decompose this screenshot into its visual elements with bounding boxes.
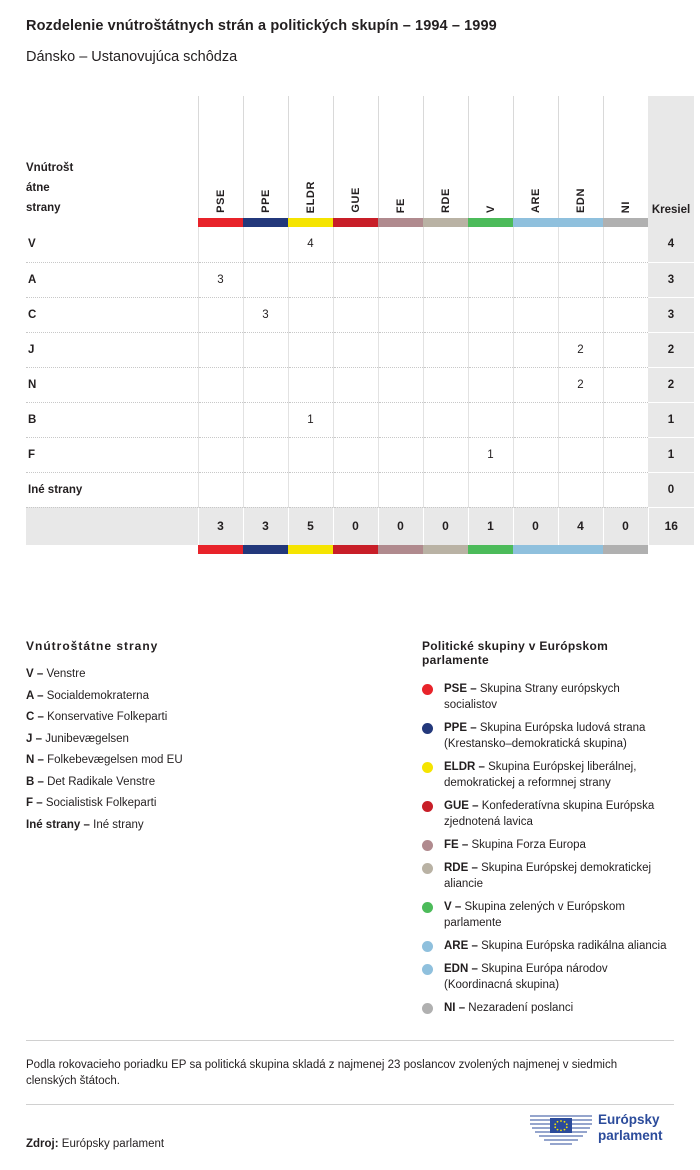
row-label: C bbox=[26, 297, 198, 332]
group-color-bar bbox=[26, 218, 694, 227]
legend-item-group: EDN – Skupina Európa národov (Koordinacná skupina) bbox=[422, 961, 674, 993]
grand-total-seats: 16 bbox=[648, 507, 694, 545]
cell-iné-strany-gue bbox=[333, 472, 378, 507]
column-header-eldr: ELDR bbox=[288, 96, 333, 218]
legend-color-dot bbox=[422, 941, 433, 952]
cell-a-eldr bbox=[288, 262, 333, 297]
row-label: J bbox=[26, 332, 198, 367]
cell-f-ppe bbox=[243, 437, 288, 472]
cell-j-ppe bbox=[243, 332, 288, 367]
cell-v-rde bbox=[423, 227, 468, 262]
total-edn: 4 bbox=[558, 507, 603, 545]
cell-v-pse bbox=[198, 227, 243, 262]
total-ppe: 3 bbox=[243, 507, 288, 545]
cell-b-eldr: 1 bbox=[288, 402, 333, 437]
row-label: N bbox=[26, 367, 198, 402]
cell-c-eldr bbox=[288, 297, 333, 332]
cell-f-edn bbox=[558, 437, 603, 472]
column-header-edn: EDN bbox=[558, 96, 603, 218]
legend-item-national: A – Socialdemokraterna bbox=[26, 689, 149, 702]
cell-c-ni bbox=[603, 297, 648, 332]
color-swatch-gue bbox=[333, 218, 378, 227]
matrix-corner-label bbox=[26, 96, 198, 218]
cell-a-rde bbox=[423, 262, 468, 297]
cell-v-fe bbox=[378, 227, 423, 262]
total-pse: 3 bbox=[198, 507, 243, 545]
cell-b-ppe bbox=[243, 402, 288, 437]
color-swatch-v bbox=[468, 218, 513, 227]
color-swatch-bottom-ni bbox=[603, 545, 648, 554]
distribution-matrix bbox=[26, 96, 691, 554]
color-swatch-are bbox=[513, 218, 558, 227]
row-label: Iné strany bbox=[26, 472, 198, 507]
cell-iné-strany-edn bbox=[558, 472, 603, 507]
ep-wordmark-line2: parlament bbox=[598, 1128, 663, 1143]
column-header-gue: GUE bbox=[333, 96, 378, 218]
column-header-rde: RDE bbox=[423, 96, 468, 218]
cell-j-are bbox=[513, 332, 558, 367]
divider-top bbox=[26, 1040, 674, 1041]
source-line bbox=[26, 1138, 164, 1150]
table-row bbox=[26, 332, 694, 367]
page-title: Rozdelenie vnútroštátnych strán a politických skupín – 1994 – 1999 bbox=[26, 18, 497, 34]
cell-v-ppe bbox=[243, 227, 288, 262]
cell-a-edn bbox=[558, 262, 603, 297]
cell-j-fe bbox=[378, 332, 423, 367]
total-rde: 0 bbox=[423, 507, 468, 545]
source-label: Zdroj: bbox=[26, 1138, 59, 1150]
row-label: V bbox=[26, 227, 198, 262]
cell-n-v bbox=[468, 367, 513, 402]
legend-item-national: F – Socialistisk Folkeparti bbox=[26, 797, 157, 809]
color-swatch-ni bbox=[603, 218, 648, 227]
cell-iné-strany-fe bbox=[378, 472, 423, 507]
cell-v-v bbox=[468, 227, 513, 262]
cell-v-ni bbox=[603, 227, 648, 262]
cell-n-ni bbox=[603, 367, 648, 402]
color-swatch-bottom-edn bbox=[558, 545, 603, 554]
cell-iné-strany-are bbox=[513, 472, 558, 507]
cell-c-edn bbox=[558, 297, 603, 332]
legend-item-group: PPE – Skupina Európska ludová strana (Krestansko–demokratická skupina) bbox=[422, 720, 674, 752]
table-row bbox=[26, 297, 694, 332]
column-header-fe: FE bbox=[378, 96, 423, 218]
cell-f-gue bbox=[333, 437, 378, 472]
group-color-bar-bottom bbox=[26, 545, 694, 554]
color-swatch-pse bbox=[198, 218, 243, 227]
national-parties-legend bbox=[26, 639, 356, 839]
table-row bbox=[26, 402, 694, 437]
cell-iné-strany-v bbox=[468, 472, 513, 507]
cell-iné-strany-eldr bbox=[288, 472, 333, 507]
column-header-are: ARE bbox=[513, 96, 558, 218]
color-swatch-ppe bbox=[243, 218, 288, 227]
column-header-ni: NI bbox=[603, 96, 648, 218]
legend-color-dot bbox=[422, 902, 433, 913]
cell-iné-strany-rde bbox=[423, 472, 468, 507]
cell-v-are bbox=[513, 227, 558, 262]
ep-emblem-icon bbox=[528, 1110, 594, 1148]
color-swatch-bottom-v bbox=[468, 545, 513, 554]
cell-n-gue bbox=[333, 367, 378, 402]
column-header-ppe: PPE bbox=[243, 96, 288, 218]
column-header-v: V bbox=[468, 96, 513, 218]
color-swatch-edn bbox=[558, 218, 603, 227]
footnote: Podla rokovacieho poriadku EP sa politická skupina skladá z najmenej 23 poslancov zvolených najmenej v siedmich clenských štátoch. bbox=[26, 1059, 618, 1087]
cell-j-gue bbox=[333, 332, 378, 367]
cell-j-v bbox=[468, 332, 513, 367]
cell-n-ppe bbox=[243, 367, 288, 402]
cell-f-eldr bbox=[288, 437, 333, 472]
cell-c-v bbox=[468, 297, 513, 332]
color-swatch-bottom-rde bbox=[423, 545, 468, 554]
total-ni: 0 bbox=[603, 507, 648, 545]
cell-f-pse bbox=[198, 437, 243, 472]
total-fe: 0 bbox=[378, 507, 423, 545]
cell-n-edn: 2 bbox=[558, 367, 603, 402]
color-swatch-rde bbox=[423, 218, 468, 227]
cell-f-fe bbox=[378, 437, 423, 472]
cell-iné-strany-ni bbox=[603, 472, 648, 507]
cell-f-ni bbox=[603, 437, 648, 472]
cell-j-pse bbox=[198, 332, 243, 367]
row-seats-total: 3 bbox=[648, 297, 694, 332]
cell-v-eldr: 4 bbox=[288, 227, 333, 262]
cell-n-pse bbox=[198, 367, 243, 402]
cell-b-rde bbox=[423, 402, 468, 437]
cell-f-v: 1 bbox=[468, 437, 513, 472]
cell-c-ppe: 3 bbox=[243, 297, 288, 332]
cell-j-eldr bbox=[288, 332, 333, 367]
cell-n-eldr bbox=[288, 367, 333, 402]
table-header-row bbox=[26, 96, 694, 218]
cell-j-ni bbox=[603, 332, 648, 367]
cell-a-ppe bbox=[243, 262, 288, 297]
color-swatch-bottom-fe bbox=[378, 545, 423, 554]
row-label: B bbox=[26, 402, 198, 437]
cell-a-are bbox=[513, 262, 558, 297]
legend-item-group: ARE – Skupina Európska radikálna aliancia bbox=[422, 938, 674, 954]
total-v: 1 bbox=[468, 507, 513, 545]
cell-b-v bbox=[468, 402, 513, 437]
cell-b-edn bbox=[558, 402, 603, 437]
column-header-seats: Kresiel bbox=[648, 96, 694, 218]
legend-color-dot bbox=[422, 964, 433, 975]
color-swatch-bottom-eldr bbox=[288, 545, 333, 554]
legend-color-dot bbox=[422, 1003, 433, 1014]
cell-c-rde bbox=[423, 297, 468, 332]
legend-color-dot bbox=[422, 684, 433, 695]
cell-iné-strany-ppe bbox=[243, 472, 288, 507]
color-swatch-bottom-gue bbox=[333, 545, 378, 554]
column-header-pse: PSE bbox=[198, 96, 243, 218]
legend-item-group: V – Skupina zelených v Európskom parlamente bbox=[422, 899, 674, 931]
legend-item-national: V – Venstre bbox=[26, 668, 86, 680]
color-swatch-eldr bbox=[288, 218, 333, 227]
cell-iné-strany-pse bbox=[198, 472, 243, 507]
color-swatch-bottom-are bbox=[513, 545, 558, 554]
cell-c-fe bbox=[378, 297, 423, 332]
cell-j-rde bbox=[423, 332, 468, 367]
political-groups-legend-title: Politické skupiny v Európskom parlamente bbox=[422, 639, 609, 667]
corner-label-line: Vnútrošt bbox=[26, 162, 74, 174]
total-gue: 0 bbox=[333, 507, 378, 545]
table-row bbox=[26, 437, 694, 472]
total-eldr: 5 bbox=[288, 507, 333, 545]
row-seats-total: 4 bbox=[648, 227, 694, 262]
corner-label-line: strany bbox=[26, 202, 61, 214]
cell-f-are bbox=[513, 437, 558, 472]
national-parties-legend-title: Vnútroštátne strany bbox=[26, 639, 159, 653]
legend-item-national: Iné strany – Iné strany bbox=[26, 818, 144, 831]
legend-item-national: C – Konservative Folkeparti bbox=[26, 711, 168, 723]
legend-color-dot bbox=[422, 801, 433, 812]
row-seats-total: 2 bbox=[648, 367, 694, 402]
cell-b-fe bbox=[378, 402, 423, 437]
cell-j-edn: 2 bbox=[558, 332, 603, 367]
legend-item-national: N – Folkebevægelsen mod EU bbox=[26, 754, 183, 766]
cell-c-pse bbox=[198, 297, 243, 332]
row-seats-total: 1 bbox=[648, 437, 694, 472]
cell-a-pse: 3 bbox=[198, 262, 243, 297]
table-totals-row bbox=[26, 507, 694, 545]
legend-item-group: PSE – Skupina Strany európskych socialistov bbox=[422, 681, 674, 713]
legend-item-national: B – Det Radikale Venstre bbox=[26, 775, 156, 788]
legend-color-dot bbox=[422, 863, 433, 874]
cell-a-gue bbox=[333, 262, 378, 297]
row-seats-total: 3 bbox=[648, 262, 694, 297]
table-row bbox=[26, 227, 694, 262]
european-parliament-logo bbox=[528, 1110, 674, 1150]
cell-a-v bbox=[468, 262, 513, 297]
cell-a-ni bbox=[603, 262, 648, 297]
color-swatch-bottom-pse bbox=[198, 545, 243, 554]
cell-n-are bbox=[513, 367, 558, 402]
cell-b-ni bbox=[603, 402, 648, 437]
legend-item-group: NI – Nezaradení poslanci bbox=[422, 1000, 674, 1016]
legend-color-dot bbox=[422, 762, 433, 773]
row-seats-total: 2 bbox=[648, 332, 694, 367]
table-row bbox=[26, 262, 694, 297]
table-row bbox=[26, 472, 694, 507]
cell-v-edn bbox=[558, 227, 603, 262]
cell-n-rde bbox=[423, 367, 468, 402]
total-are: 0 bbox=[513, 507, 558, 545]
legend-color-dot bbox=[422, 723, 433, 734]
cell-c-gue bbox=[333, 297, 378, 332]
color-swatch-bottom-ppe bbox=[243, 545, 288, 554]
corner-label-line: átne bbox=[26, 182, 50, 194]
cell-a-fe bbox=[378, 262, 423, 297]
distribution-table bbox=[26, 96, 694, 554]
row-label: F bbox=[26, 437, 198, 472]
row-seats-total: 0 bbox=[648, 472, 694, 507]
color-swatch-fe bbox=[378, 218, 423, 227]
row-label: A bbox=[26, 262, 198, 297]
legend-color-dot bbox=[422, 840, 433, 851]
cell-v-gue bbox=[333, 227, 378, 262]
political-groups-legend bbox=[422, 639, 674, 1023]
legend-item-group: RDE – Skupina Európskej demokratickej aliancie bbox=[422, 860, 674, 892]
page-subtitle: Dánsko – Ustanovujúca schôdza bbox=[26, 49, 238, 65]
cell-b-pse bbox=[198, 402, 243, 437]
source-value: Európsky parlament bbox=[61, 1138, 165, 1150]
cell-b-are bbox=[513, 402, 558, 437]
cell-c-are bbox=[513, 297, 558, 332]
cell-f-rde bbox=[423, 437, 468, 472]
divider-bottom bbox=[26, 1104, 674, 1105]
legend-item-group: GUE – Konfederatívna skupina Európska zjednotená lavica bbox=[422, 798, 674, 830]
table-row bbox=[26, 367, 694, 402]
cell-b-gue bbox=[333, 402, 378, 437]
legend-item-group: ELDR – Skupina Európskej liberálnej, demokratickej a reformnej strany bbox=[422, 759, 674, 791]
row-seats-total: 1 bbox=[648, 402, 694, 437]
ep-wordmark-line1: Európsky bbox=[598, 1112, 660, 1127]
legend-item-national: J – Junibevægelsen bbox=[26, 732, 129, 745]
cell-n-fe bbox=[378, 367, 423, 402]
ep-wordmark bbox=[598, 1112, 663, 1144]
legend-item-group: FE – Skupina Forza Europa bbox=[422, 837, 674, 853]
